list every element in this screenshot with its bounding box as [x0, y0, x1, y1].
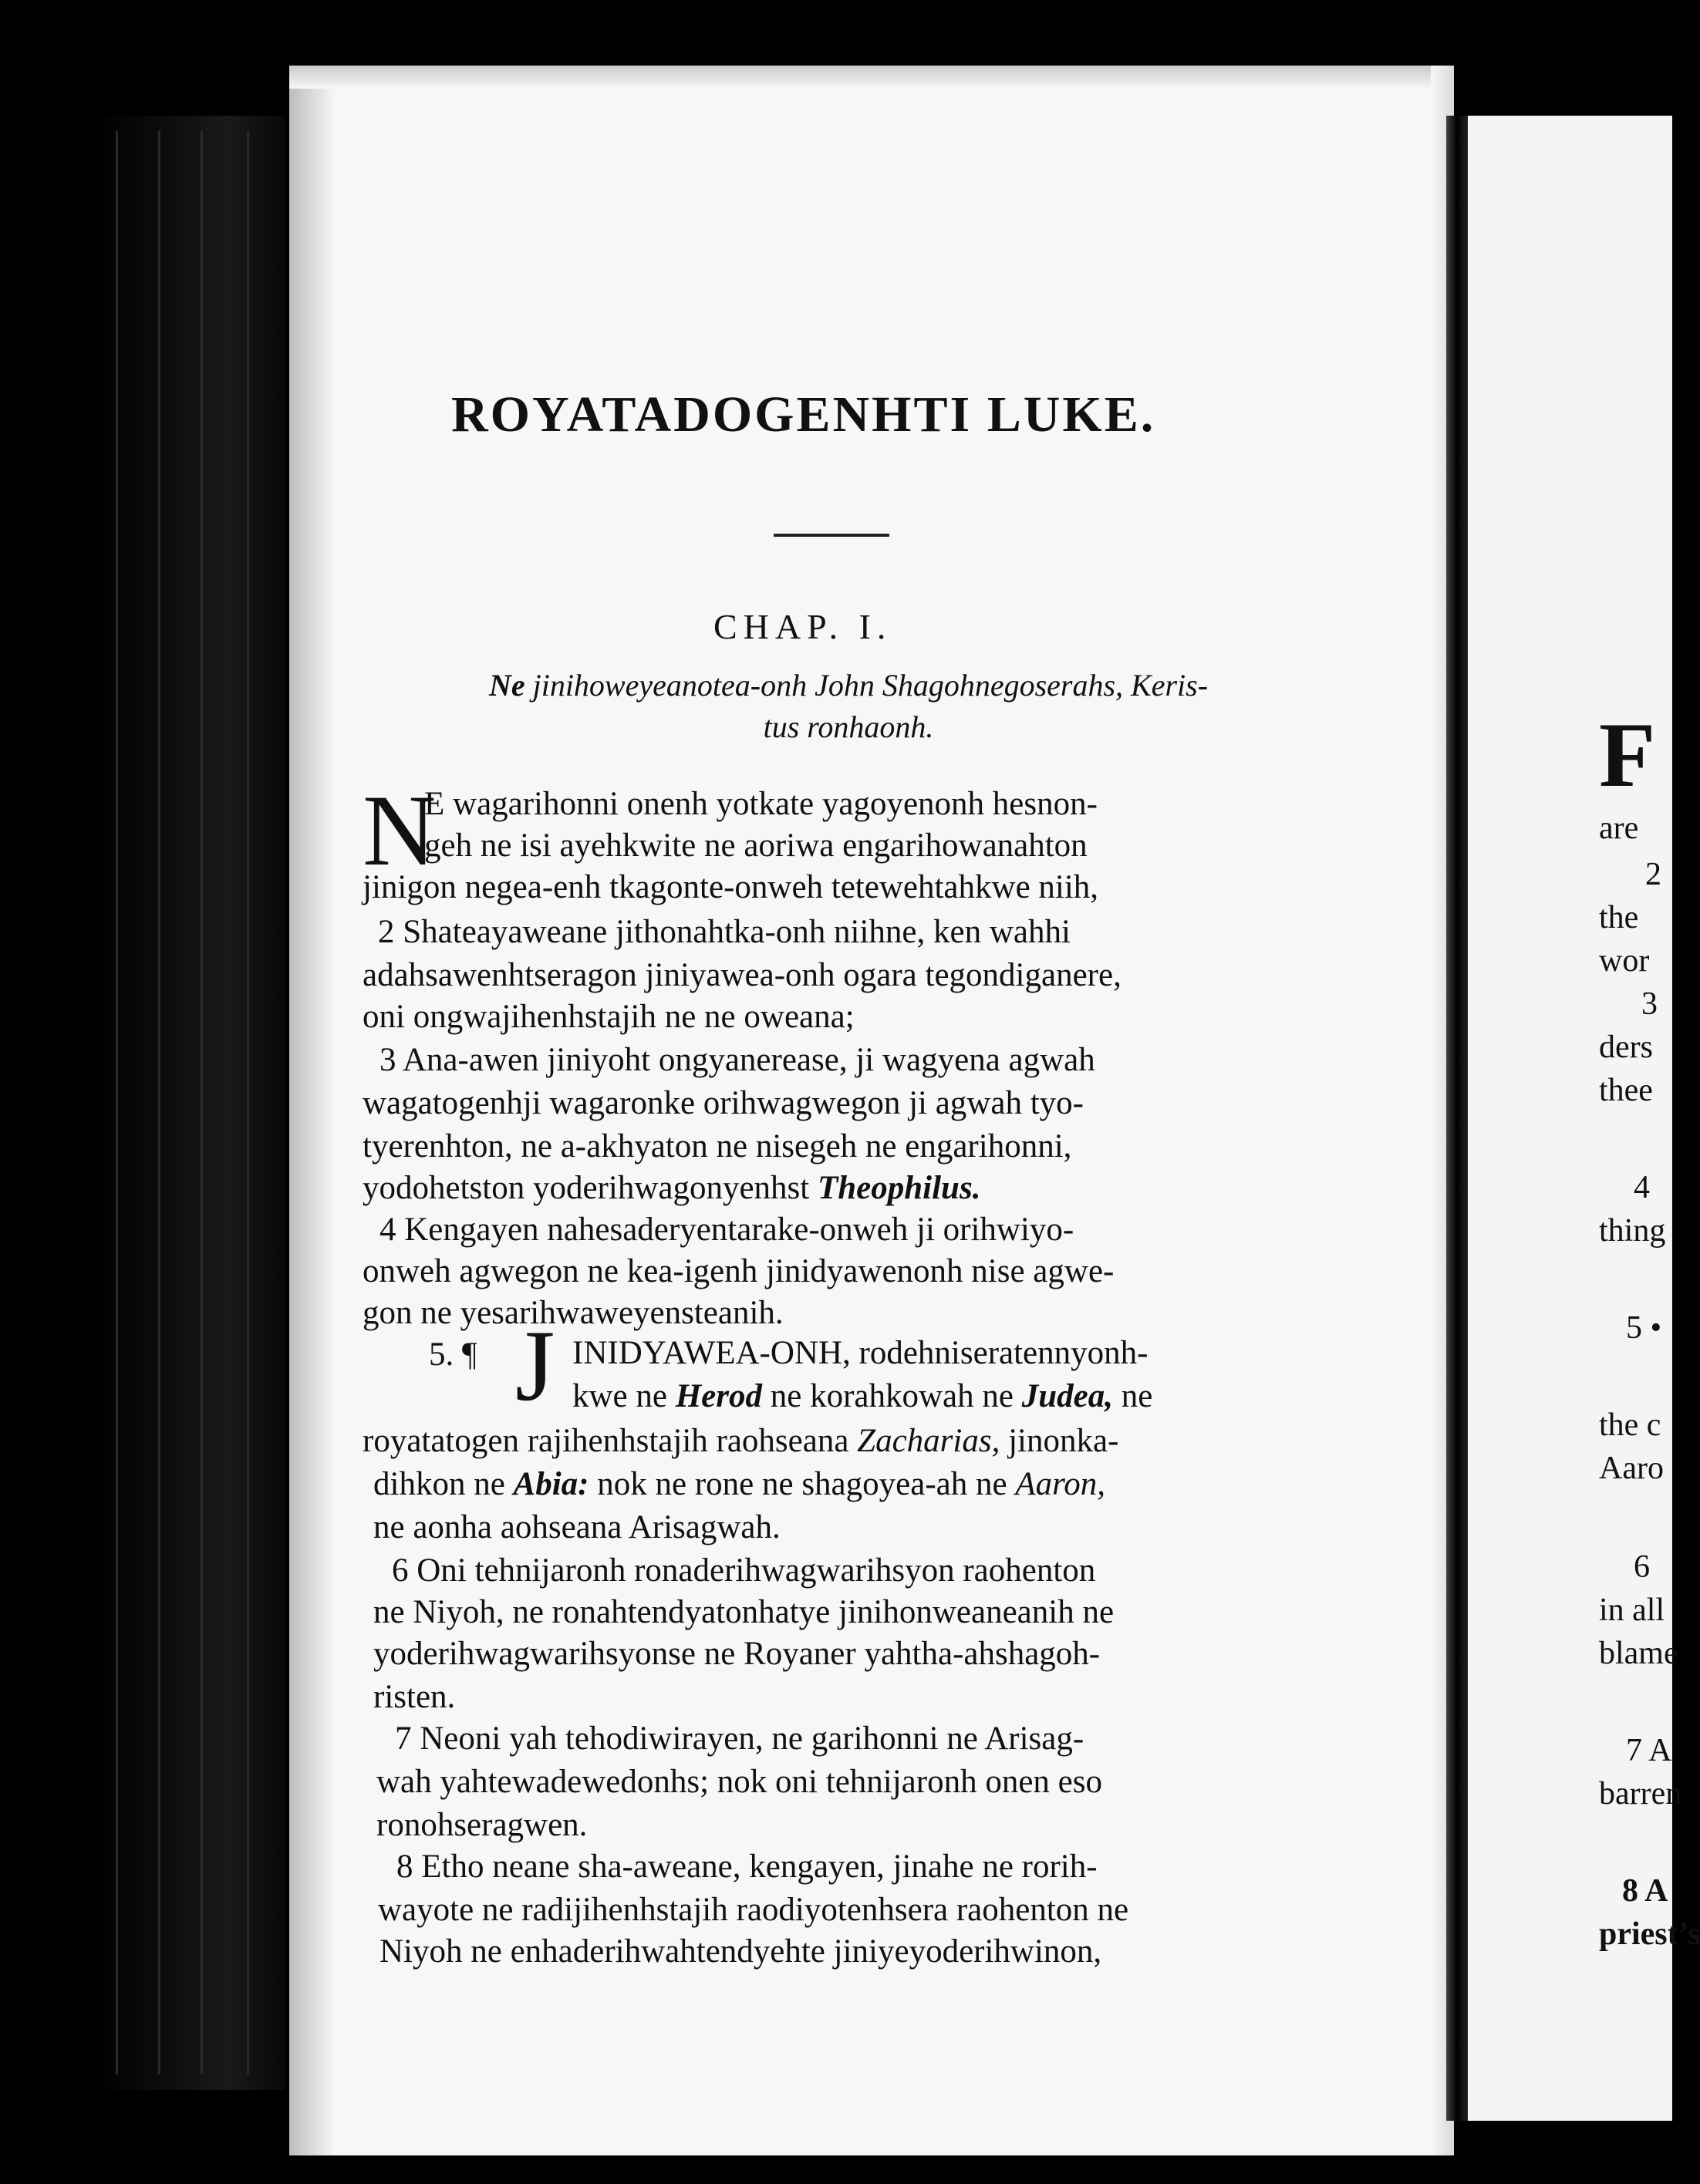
right-page-line: thee	[1599, 1073, 1653, 1108]
verse-text: yodohetston yoderihwagonyenhst	[363, 1170, 818, 1206]
right-page-line: the c	[1599, 1407, 1661, 1443]
title-rule-divider	[774, 534, 889, 537]
verse-text: nok ne rone ne shagoyea-ah ne	[589, 1466, 1016, 1502]
verse-line: geh ne isi ayehkwite ne aoriwa engarihowanahton	[424, 827, 1088, 864]
verse-line: 6 Oni tehnijaronh ronaderihwagwarihsyon raohenton	[392, 1552, 1096, 1589]
verse-emphasis: Zacharias,	[857, 1423, 1000, 1459]
verse-line	[363, 1167, 980, 1210]
verse-text: royatatogen rajihenhstajih raohseana	[363, 1423, 858, 1459]
verse-text: ne korahkowah ne	[762, 1378, 1022, 1414]
right-page	[1468, 116, 1700, 2121]
right-page-line: Aaro	[1599, 1451, 1664, 1486]
right-page-line: thing	[1599, 1213, 1666, 1249]
page-edge-line	[158, 131, 160, 2074]
chapter-summary	[363, 665, 1334, 748]
right-page-line: in all	[1599, 1592, 1665, 1628]
right-page-line: are	[1599, 811, 1639, 846]
right-page-line: priest’s	[1599, 1916, 1700, 1952]
right-page-line: 8 A	[1622, 1873, 1668, 1909]
verse-line: onweh agwegon ne kea-igenh jinidyawenonh nise agwe-	[363, 1253, 1115, 1289]
book-title: ROYATADOGENHTI LUKE.	[451, 386, 1156, 443]
verse-emphasis: Aaron,	[1015, 1466, 1105, 1502]
page-edge-line	[247, 131, 249, 2074]
verse-text: ne	[1112, 1378, 1153, 1414]
chapter-heading: CHAP. I.	[713, 607, 892, 646]
verse-line: tyerenhton, ne a-akhyaton ne nisegeh ne engarihonni,	[363, 1128, 1072, 1164]
verse-line	[572, 1375, 1152, 1418]
verse-text: dihkon ne	[373, 1466, 514, 1502]
page-shadow-left	[289, 66, 336, 2155]
page-gutter	[1446, 116, 1468, 2121]
right-page-line: the	[1599, 900, 1639, 935]
page-edge-line	[116, 131, 118, 2074]
verse-line: ne Niyoh, ne ronahtendyatonhatye jinihonweaneanih ne	[373, 1594, 1115, 1630]
verse-line: gon ne yesarihwaweyensteanih.	[363, 1295, 784, 1331]
verse-line: wah yahtewadewedonhs; nok oni tehnijaronh onen eso	[376, 1764, 1102, 1800]
right-page-line: wor	[1599, 943, 1650, 979]
verse-line: 2 Shateayaweane jithonahtka-onh niihne, ken wahhi	[378, 914, 1071, 950]
page-shadow-top	[289, 66, 1454, 89]
verse-emphasis: Theophilus.	[817, 1170, 981, 1206]
summary-text-2: tus ronhaonh.	[763, 709, 934, 744]
verse-line	[363, 1420, 1118, 1463]
right-page-line: 4	[1634, 1170, 1650, 1205]
verse-line: Niyoh ne enhaderihwahtendyehte jiniyeyoderihwinon,	[379, 1933, 1102, 1970]
right-page-line: 5 •	[1626, 1310, 1662, 1346]
summary-lead: Ne	[488, 668, 525, 703]
right-page-dropcap: F	[1599, 703, 1656, 806]
right-page-line: barren	[1599, 1776, 1682, 1812]
verse-text: jinonka-	[1000, 1423, 1119, 1459]
verse-line: yoderihwagwarihsyonse ne Royaner yahtha-ahshagoh-	[373, 1636, 1101, 1672]
summary-text-1: jinihoweyeanotea-onh John Shagohnegoserahs, Keris-	[525, 668, 1209, 703]
page-edge-line	[201, 131, 203, 2074]
verse-line: wagatogenhji wagaronke orihwagwegon ji agwah tyo-	[363, 1085, 1084, 1121]
verse-line: 4 Kengayen nahesaderyentarake-onweh ji orihwiyo-	[379, 1212, 1074, 1248]
verse-line: 7 Neoni yah tehodiwirayen, ne garihonni ne Arisag-	[395, 1721, 1084, 1757]
verse-line	[373, 1463, 1105, 1506]
verse-line: E wagarihonni onenh yotkate yagoyenonh hesnon-	[424, 786, 1098, 822]
dropcap-letter: J	[515, 1309, 555, 1422]
right-page-line: ders	[1599, 1030, 1653, 1065]
verse-line: ronohseragwen.	[376, 1807, 588, 1843]
verse-line: 8 Etho neane sha-aweane, kengayen, jinahe ne rorih-	[396, 1849, 1098, 1885]
verse-emphasis: Herod	[675, 1378, 763, 1414]
verse-line: INIDYAWEA-ONH, rodehniseratennyonh-	[572, 1335, 1149, 1371]
verse-number: 5. ¶	[429, 1336, 477, 1373]
right-page-line: 2	[1645, 857, 1661, 892]
verse-line: wayote ne radijihenhstajih raodiyotenhsera raohenton ne	[378, 1892, 1129, 1928]
right-page-line: 7 A	[1626, 1733, 1672, 1768]
right-page-line: blame	[1599, 1636, 1678, 1671]
verse-line: risten.	[373, 1679, 456, 1715]
right-page-line: 3	[1641, 986, 1658, 1022]
verse-emphasis: Abia:	[513, 1466, 589, 1502]
verse-text: kwe ne	[572, 1378, 676, 1414]
verse-line: adahsawenhtseragon jiniyawea-onh ogara tegondiganere,	[363, 957, 1122, 993]
verse-emphasis: Judea,	[1021, 1378, 1113, 1414]
verse-line: 3 Ana-awen jiniyoht ongyanerease, ji wagyena agwah	[379, 1042, 1095, 1078]
right-page-line: 6	[1634, 1549, 1650, 1585]
verse-line: oni ongwajihenhstajih ne ne oweana;	[363, 999, 855, 1035]
verse-line: ne aonha aohseana Arisagwah.	[373, 1509, 781, 1545]
verse-line: jinigon negea-enh tkagonte-onweh tetewehtahkwe niih,	[363, 869, 1099, 905]
book-spine	[93, 116, 285, 2090]
dropcap-letter: N	[363, 774, 437, 887]
